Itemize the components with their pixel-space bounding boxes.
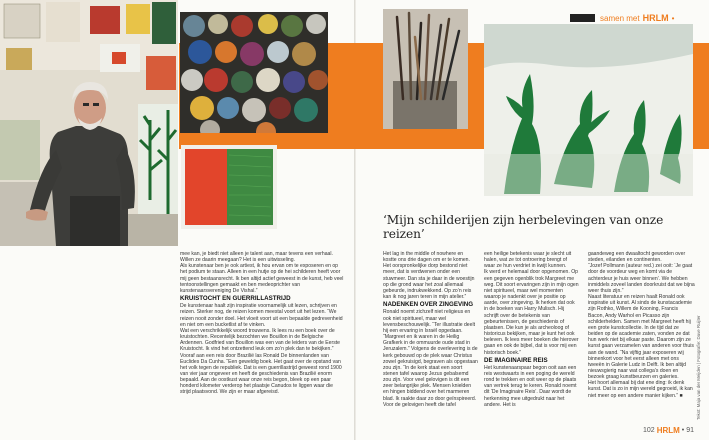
footer-brand: HRLM (656, 426, 680, 435)
paragraph: een heilige betekenis waar je slecht uit halen, wat ze tot ontroering brengt of waar ze hun verdriet in kwijt kunnen. (484, 251, 572, 270)
green-plant-painting-photo (484, 24, 693, 196)
pull-quote: ‘Mijn schilderijen zijn herbelevingen van onze reizen’ (383, 213, 664, 241)
paint-jars-photo (180, 12, 328, 133)
paragraph: gaandeweg een dwaaltocht geworden over steden, eilanden en continenten. (588, 251, 686, 264)
photo-credit (696, 270, 704, 430)
paragraph: Het hoort allemaal bij dat ene ding: ik denk kunst. Dat is zo in mijn wereld gegroeid, ik kan niet meer op een andere manier kijken.” ■ (588, 380, 693, 399)
publisher-logo (570, 14, 595, 22)
page-footer (643, 426, 694, 435)
paragraph: Als kunstenaar ben je ook artiest, ik hou ervan om te exposeren en op het podium te staan. Alleen in een hutje op de hei schilderen heeft voor mij geen bestaansrecht. Ik ben altijd actief geweest in de kunst, heb veel tentoonstellingen gemaakt en ben medeoprichter van kunstenaarsvereniging De Vishal.” (180, 263, 344, 294)
page-number-right: 91 (686, 427, 695, 434)
series-label: samen met (600, 13, 640, 23)
paragraph: De kunstenaar haalt zijn inspiratie voornamelijk uit lezen, schrijven en reizen. Sterker nog, de reizen komen meestal voort uit het lezen. “We reizen nooit zonder doel. Het vloeit voort uit een bepaalde gedrevenheid en niet om een bucketlist af te vinken. (180, 303, 343, 328)
red-green-painting-photo (181, 145, 277, 229)
paragraph: Naast literatuur en reizen haalt Ronald ook inspiratie uit kunst. Al sinds de kunstacademie zijn Rothko, Willem de Kooning, Francis Bacon, Andy Warhol en Picasso zijn schilderhelden. Samen met Margreet heeft hij een grote kunstcollectie. In de tijd dat ze beiden op de academie zaten, vonden ze dat hun werk niet bij elkaar paste. Daarom zijn ze kunst gaan verzamelen van anderen voor thuis aan de wand. “Na vijftig jaar exposeren wij binnenkort voor het eerst alleen met ons tweeën in Galerie Ludz in Delft. Ik ben altijd nieuwsgierig naar wat collega’s doen en bezoek graag kunstbeurzen en galeries. (588, 294, 694, 381)
paint-brushes-photo (383, 9, 468, 129)
paragraph: Het kunstenaarspaar begon ooit aan een reis westwaarts in een poging de wereld rond te trekken en ooit weer op de plaats van vertrek terug te keren. Ronald noemt dit ‘De Imaginaire Reis’. Daar wordt de herkenning mee uitgedrukt naar het andere. Het is (484, 364, 577, 408)
paragraph: Ronald noemt zichzelf niet religieus en ook niet spiritueel, maar wel levensbeschouwelijk. “Ter illustratie deelt hij een ervaring in Israël opgedaan. “Margreet en ik waren in de Heilig Grafkerk in de ommuurde oude stad in Jeruzalem.” Volgens de overlevering is de kerk gebouwd op de plek waar Christus zowel gekruisigd, begraven als opgestaan zou zijn. “In de kerk staat een soort stenen tafel waarop Jezus gebalsemd zou zijn. Voor veel gelovigen is dit een zeer belangrijke plek. Mensen knielden en hingen biddend over het marmeren blad. Ik raakte daar zo door geïnspireerd. Voor de gelovigen heeft die tafel (383, 309, 478, 408)
section-heading: DE IMAGINAIRE REIS (484, 356, 548, 364)
article-column-3 (484, 251, 579, 408)
section-heading: KRUISTOCHT EN GUERRILLASTRIJD (180, 295, 291, 303)
paragraph: mee kan, je biedt niet alleen je talent aan, maar tevens een verhaal. Willen ze daarin meegaan? Het is een uitwisseling. (180, 251, 333, 264)
paragraph: Wat een verschrikkelijk woord trouwens. Ik lees nu een boek over de kruistochten. Recentelijk bezochten we Bouillon in de Belgische Ardennen. Godfried van Bouillon was een van de leiders van de Eerste Kruistocht. Ik vind het ontzettend leuk om zo’n plek dan te bekijken.” Vooraf aan een reis door Brazilië las Ronald De binnenlanden van Euclides Da Cunha. “Een geweldig boek. Het gaat over de opstand van het volk tegen de republiek. Dat is een guerrillastrijd geweest rond 1900 van vier jaar ongeveer en heeft de geschiedenis van Brazilië enorm bepaald. Aan de oostkust waar onze reis begon, bleek op een paar honderd kilometer verderop het plaatsje Canudos te liggen waar die strijd plaatsvond. We zijn er maar afgereisd. (180, 327, 342, 396)
article-column-2 (383, 251, 478, 408)
paragraph: Het lag in the middle of nowhere en kostte ons drie dagen om er te komen. (383, 251, 470, 264)
header-bullet: • (671, 13, 675, 23)
paragraph: Ik werd er helemaal door opgenomen. Op een gegeven ogenblik trok Margreet me weg. Dit soort ervaringen zijn in mijn ogen niet spiritueel, maar wel momenten waarop je nadenkt over je positie op aarde, over zingeving. Ik herken dat ook in de boeken van Harry Mulisch. Hij schrijft over de betekenis van gebeurtenissen, de geschiedenis of plaatsen. Die kun je als archeoloog of historicus bekijken, maar je kunt het ook beleven. Ik lees meer boeken die hierover gaan en ook de bijbel, dat is voor mij een historisch boek.” (484, 269, 579, 356)
brand-logo: HRLM (642, 13, 669, 23)
article-column-4 (588, 251, 695, 399)
paragraph: Het oorspronkelijke dorp bestond niet meer, dat is verdwenen onder een stuwmeer. Dan sta je daar in de woestijn op die grond waar het zoal allemaal gebeurde, indrukwekkend. Op zo’n reis kan ik nog jaren teren in mijn atelier.” (383, 263, 475, 301)
article-column-1 (180, 251, 345, 396)
section-heading: NADENKEN OVER ZINGEVING (383, 301, 474, 309)
page-number-left: 102 (643, 427, 655, 434)
footer-bullet: • (681, 427, 685, 434)
artist-portrait-photo (0, 0, 178, 246)
credit-text: Tekst: Maja van der Meijden | Fotografie: Dave Ruijter (696, 315, 701, 420)
magazine-header (570, 13, 674, 23)
paragraph: “Jozef Pollmann (auteur red.) zei ooit: ‘Je gaat door de voordeur weg en komt via de achterdeur je huis weer binnen’. We hebben inmiddels zoveel landen doorkruist dat we bijna weer thuis zijn.” (588, 263, 695, 294)
